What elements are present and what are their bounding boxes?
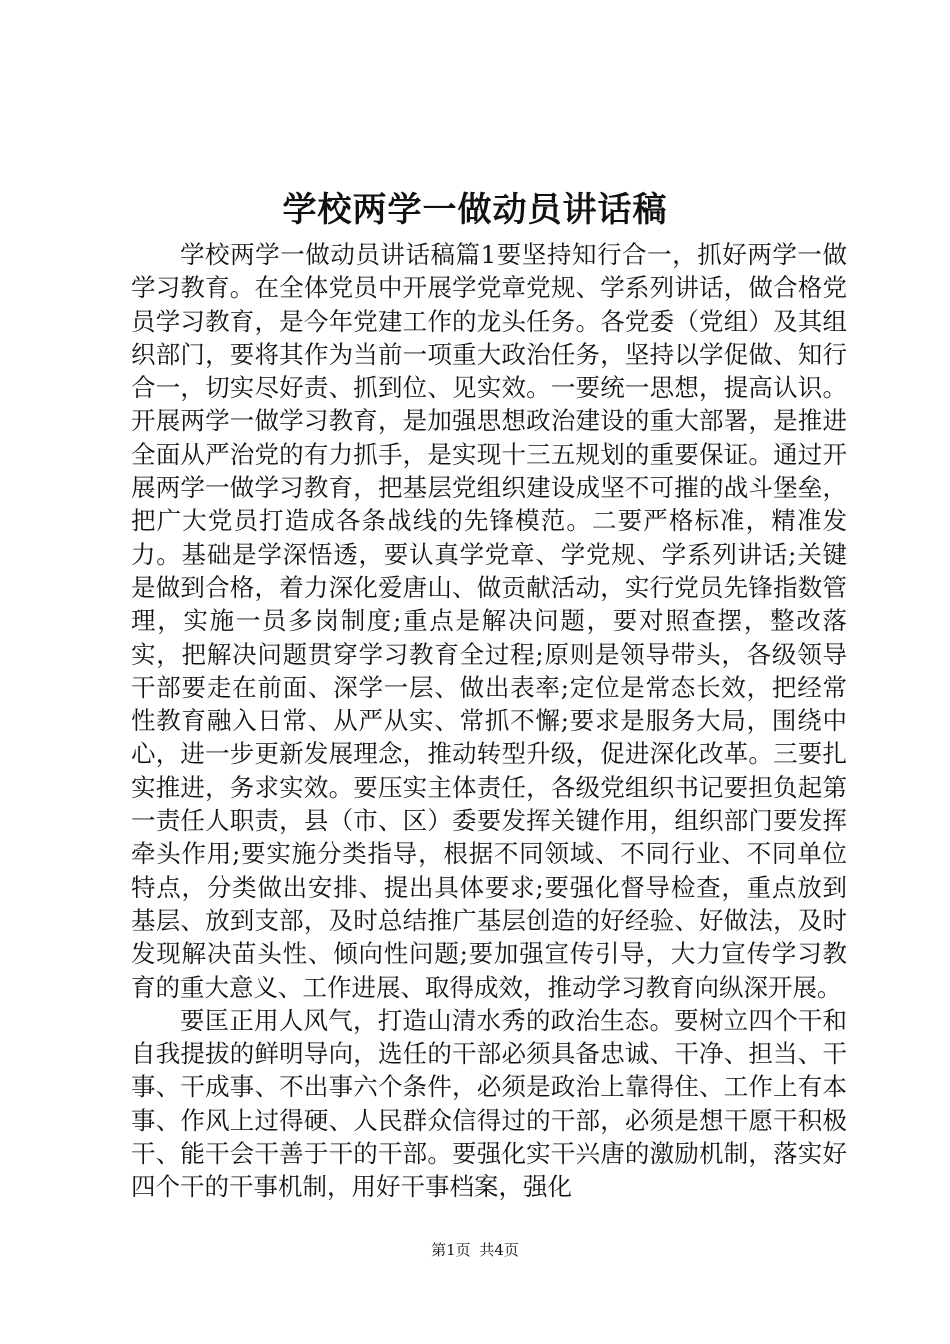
document-title: 学校两学一做动员讲话稿 xyxy=(282,190,668,230)
paragraph-1: 学校两学一做动员讲话稿篇1要坚持知行合一，抓好两学一做学习教育。在全体党员中开展学党章党规、学系列讲话，做合格党员学习教育，是今年党建工作的龙头任务。各党委（党组）及其组织部门，要将其作为当前一项重大政治任务，坚持以学促做、知行合一，切实尽好责、抓到位、见实效。一要统一思想，提高认识。开展两学一做学习教育，是加强思想政治建设的重大部署，是推进全面从严治党的有力抓手，是实现十三五规划的重要保证。通过开展两学一做学习教育，把基层党组织建设成坚不可摧的战斗堡垒，把广大党员打造成各条战线的先锋模范。二要严格标准，精准发力。基础是学深悟透，要认真学党章、学党规、学系列讲话;关键是做到合格，着力深化爱唐山、做贡献活动，实行党员先锋指数管理，实施一员多岗制度;重点是解决问题，要对照查摆，整改落实，把解决问题贯穿学习教育全过程;原则是领导带头，各级领导干部要走在前面、深学一层、做出表率;定位是常态长效，把经常性教育融入日常、从严从实、常抓不懈;要求是服务大局，围绕中心，进一步更新发展理念，推动转型升级，促进深化改革。三要扎实推进，务求实效。要压实主体责任，各级党组织书记要担负起第一责任人职责，县（市、区）委要发挥关键作用，组织部门要发挥牵头作用;要实施分类指导，根据不同领域、不同行业、不同单位特点，分类做出安排、提出具体要求;要强化督导检查，重点放到基层、放到支部，及时总结推广基层创造的好经验、好做法，及时发现解决苗头性、倾向性问题;要加强宣传引导，大力宣传学习教育的重大意义、工作进展、取得成效，推动学习教育向纵深开展。 xyxy=(131,240,847,1002)
document-body xyxy=(131,238,847,1204)
page-footer xyxy=(0,1240,950,1260)
page-total: 共4页 xyxy=(479,1241,519,1259)
paragraph-2: 要匡正用人风气，打造山清水秀的政治生态。要树立四个干和自我提拔的鲜明导向，选任的干部必须具备忠诚、干净、担当、干事、干成事、不出事六个条件，必须是政治上靠得住、工作上有本事、作风上过得硬、人民群众信得过的干部，必须是想干愿干积极干、能干会干善于干的干部。要强化实干兴唐的激励机制，落实好四个干的干事机制，用好干事档案，强化 xyxy=(131,1005,847,1202)
page-number: 第1页 xyxy=(431,1241,471,1259)
